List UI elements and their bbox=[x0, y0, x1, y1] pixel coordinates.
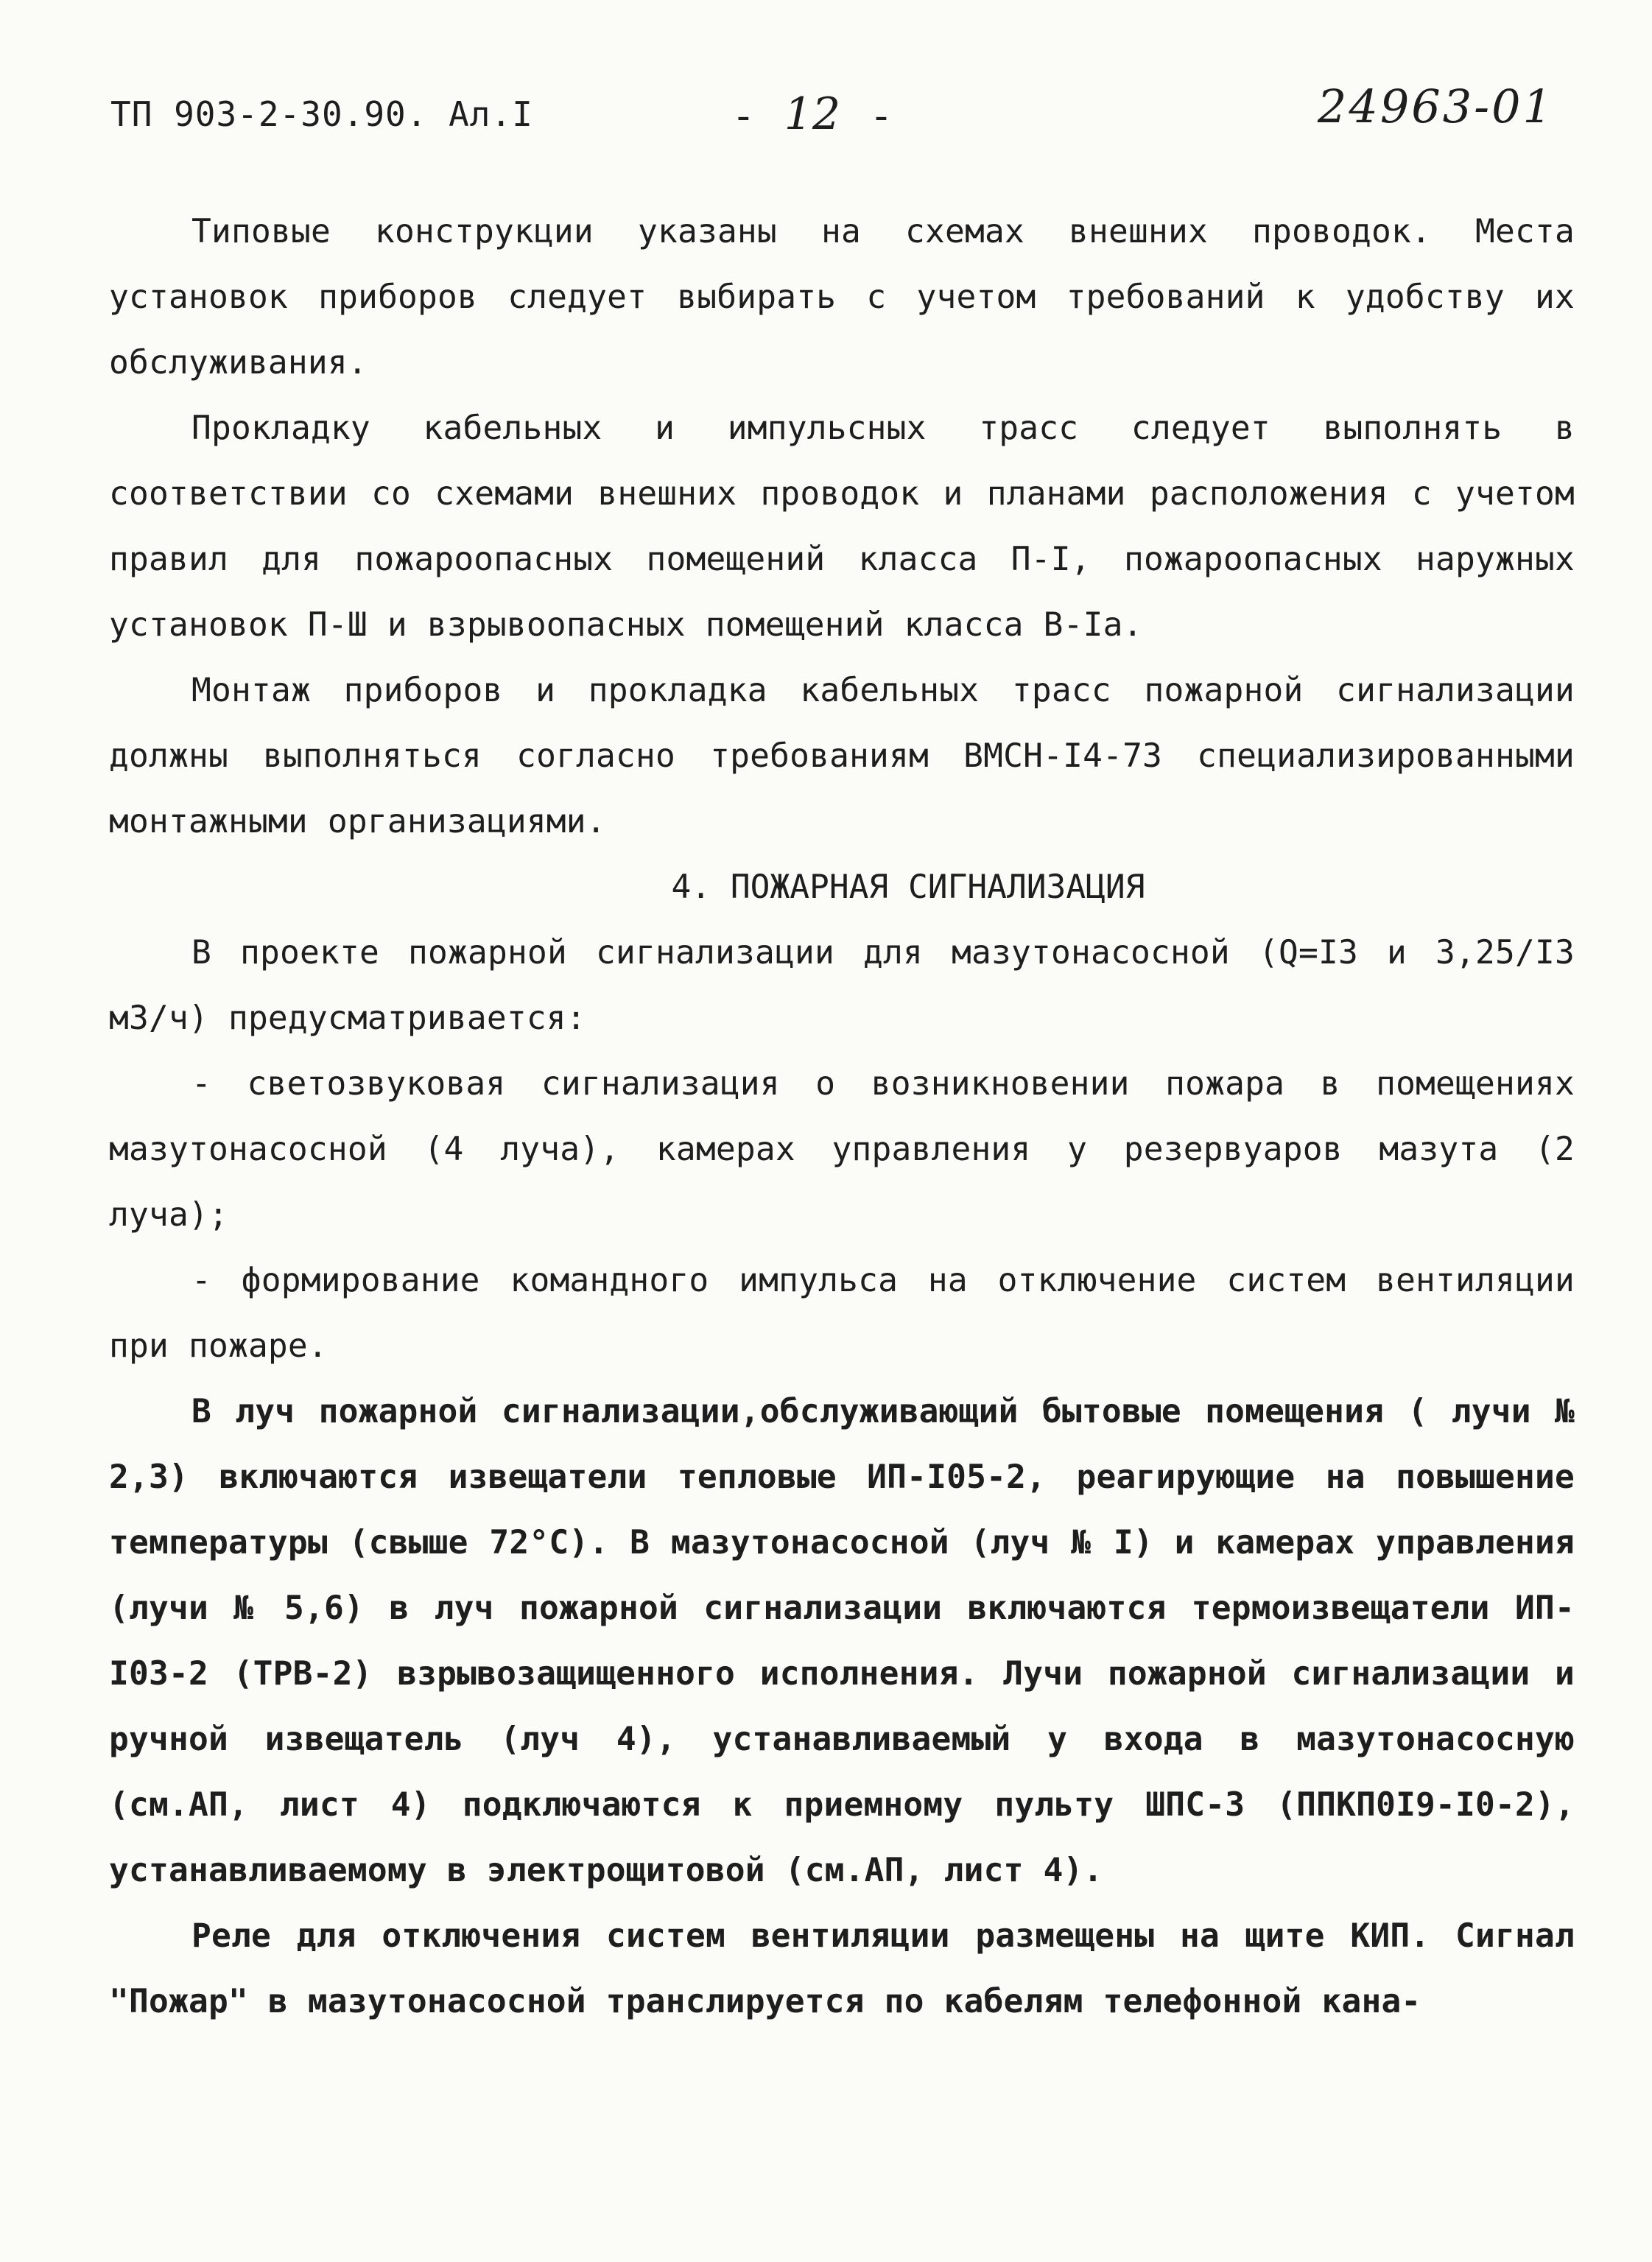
paragraph-light-sound-alarm: - светозвуковая сигнализация о возникновении пожара в помещениях мазутонасосной (4 луча), камерах управления у резервуаров мазута (2 луча); bbox=[109, 1065, 1575, 1234]
paragraph-detectors: В луч пожарной сигнализации,обслуживающий бытовые помещения ( лучи № 2,3) включаются извещатели тепловые ИП-I05-2, реагирующие на повышение температуры (свыше 72°С). В мазутонасосной (луч № I) и камерах управления (лучи № 5,6) в луч пожарной сигнализации включаются термоизвещатели ИП-I03-2 (ТРВ-2) взрывозащищенного исполнения. Лучи пожарной сигнализации и ручной извещатель (луч 4), устанавливаемый у входа в мазутонасосную (см.АП, лист 4) подключаются к приемному пульту ШПС-3 (ППКП0I9-I0-2), устанавливаемому в электрощитовой (см.АП, лист 4). bbox=[109, 1393, 1575, 1889]
paragraph-construction-types: Типовые конструкции указаны на схемах внешних проводок. Места установок приборов следует выбирать с учетом требований к удобству их обслуживания. bbox=[109, 213, 1575, 382]
document-code: ТП 903-2-30.90. Ал.I bbox=[110, 94, 533, 134]
paragraph-fire-alarm-intro: В проекте пожарной сигнализации для мазутонасосной (Q=I3 и 3,25/I3 м3/ч) предусматривается: bbox=[109, 934, 1575, 1037]
paragraph-installation: Монтаж приборов и прокладка кабельных трасс пожарной сигнализации должны выполняться согласно требованиям ВМСН-I4-73 специализированными монтажными организациями. bbox=[109, 672, 1575, 840]
page-dash-right: - bbox=[874, 94, 888, 138]
page-header bbox=[110, 80, 1554, 146]
document-number: 24963-01 bbox=[1317, 80, 1554, 133]
paragraph-cable-routing: Прокладку кабельных и импульсных трасс следует выполнять в соответствии со схемами внешних проводок и планами расположения с учетом правил для пожароопасных помещений класса П-I, пожароопасных наружных установок П-Ш и взрывоопасных помещений класса В-Iа. bbox=[109, 410, 1575, 644]
page-number: 12 bbox=[784, 88, 841, 140]
paragraph-command-impulse: - формирование командного импульса на отключение систем вентиляции при пожаре. bbox=[109, 1262, 1575, 1365]
page-dash-left: - bbox=[737, 94, 751, 138]
document-body bbox=[109, 199, 1575, 2034]
paragraph-ventilation-relays: Реле для отключения систем вентиляции размещены на щите КИП. Сигнал "Пожар" в мазутонасосной транслируется по кабелям телефонной кана- bbox=[109, 1917, 1575, 2020]
page-number-block bbox=[737, 88, 888, 140]
section-heading: 4. ПОЖАРНАЯ СИГНАЛИЗАЦИЯ bbox=[671, 868, 1145, 906]
